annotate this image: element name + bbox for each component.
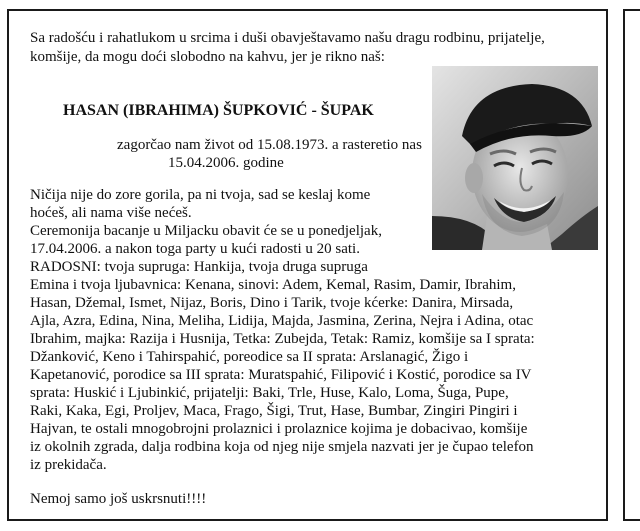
adjacent-notice-edge: [623, 9, 640, 521]
body-line: Džanković, Keno i Tahirspahić, poreodice sa II sprata: Arslanagić, Žigo i: [30, 349, 469, 365]
dates-line-2: 15.04.2006. godine: [168, 155, 284, 171]
body-line: sprata: Huskić i Ljubinkić, prijatelji: Baki, Trle, Huse, Kalo, Loma, Šuga, Pupe,: [30, 385, 509, 401]
body-line: Emina i tvoja ljubavnica: Kenana, sinovi: Adem, Kemal, Rasim, Damir, Ibrahim,: [30, 277, 516, 293]
body-line: Ceremonija bacanje u Miljacku obavit će se u ponedjeljak,: [30, 223, 382, 239]
intro-line-2: komšije, da mogu doći slobodno na kahvu, jer je rikno naš:: [30, 49, 385, 65]
body-line: hoćeš, ali nama više nećeš.: [30, 205, 192, 221]
closing-line: Nemoj samo još uskrsnuti!!!!: [30, 491, 207, 507]
body-line: Raki, Kaka, Egi, Proljev, Maca, Frago, Šigi, Trut, Hase, Bumbar, Zingiri Pingiri i: [30, 403, 518, 419]
portrait-photo: [432, 66, 598, 250]
body-line: Ničija nije do zore gorila, pa ni tvoja, sad se keslaj kome: [30, 187, 371, 203]
dates-line-1: zagorčao nam život od 15.08.1973. a rasteretio nas: [117, 137, 422, 153]
body-line: Ajla, Azra, Edina, Nina, Meliha, Lidija, Majda, Jasmina, Zerina, Nejra i Adina, otac: [30, 313, 534, 329]
deceased-name: HASAN (IBRAHIMA) ŠUPKOVIĆ - ŠUPAK: [63, 102, 374, 119]
body-line: Hasan, Džemal, Ismet, Nijaz, Boris, Dino i Tarik, tvoje kćerke: Danira, Mirsada,: [30, 295, 514, 311]
body-line: iz okolnih zgrada, dalja rodbina koja od njeg nije smjela nazvati jer je čupao telefon: [30, 439, 534, 455]
body-line: iz prekidača.: [30, 457, 107, 473]
body-line: Kapetanović, porodice sa III sprata: Muratspahić, Filipović i Kostić, porodice sa IV: [30, 367, 532, 383]
body-line: Hajvan, te ostali mnogobrojni prolaznici i prolaznice kojima je dobacivao, komšije: [30, 421, 528, 437]
body-line: 17.04.2006. a nakon toga party u kući radosti u 20 sati.: [30, 241, 360, 257]
body-line: RADOSNI: tvoja supruga: Hankija, tvoja druga supruga: [30, 259, 368, 275]
body-line: Ibrahim, majka: Razija i Husnija, Tetka: Zubejda, Tetak: Ramiz, komšije sa I sprata:: [30, 331, 535, 347]
intro-line-1: Sa radošću i rahatlukom u srcima i duši obavještavamo našu dragu rodbinu, prijatelje,: [30, 30, 545, 46]
